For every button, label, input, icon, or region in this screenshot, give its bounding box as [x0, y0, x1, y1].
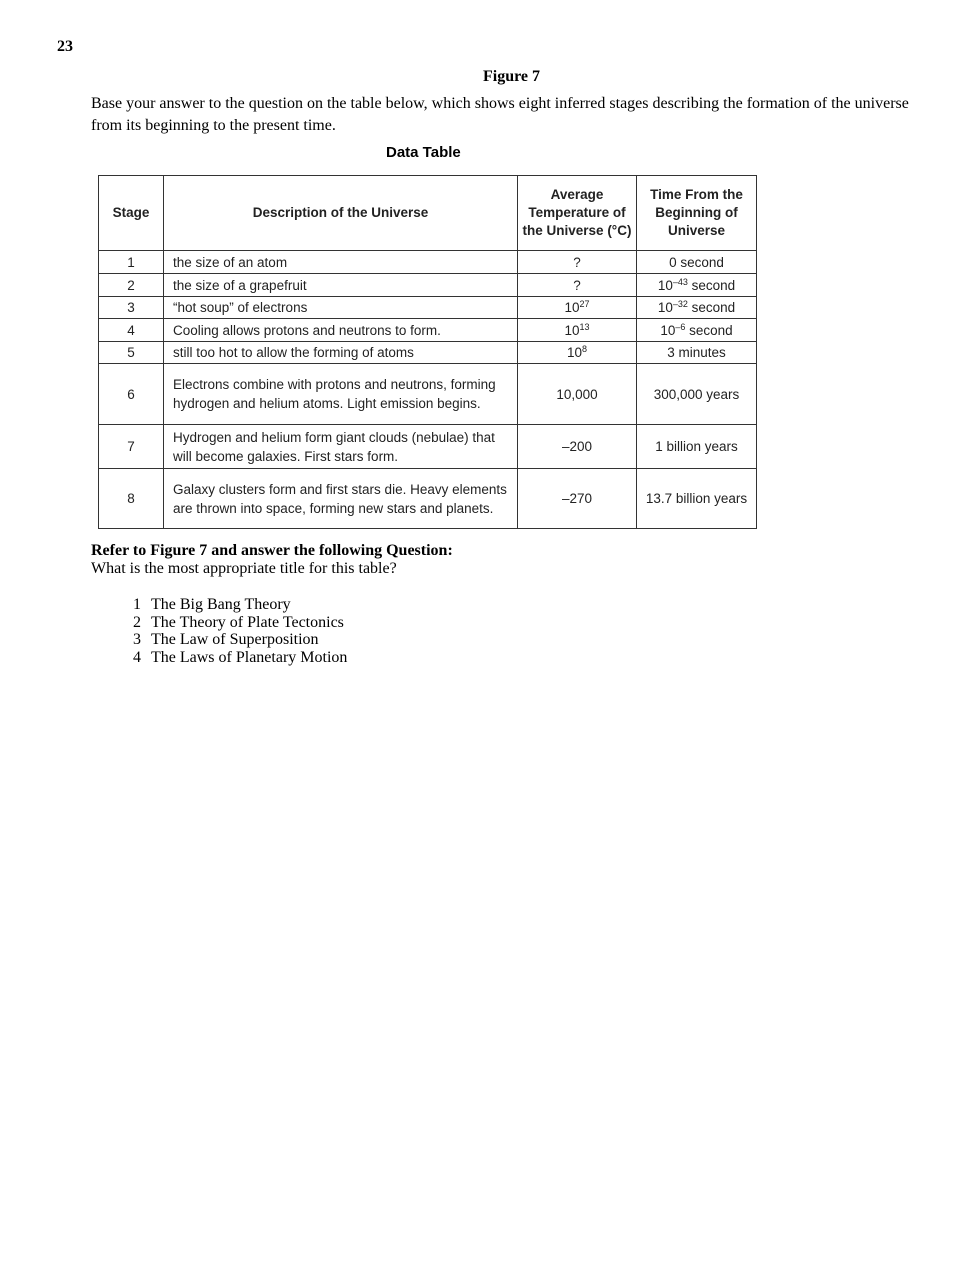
cell-stage: 4: [99, 319, 164, 342]
choice-text: The Laws of Planetary Motion: [151, 649, 348, 667]
cell-description: still too hot to allow the forming of atoms: [164, 342, 518, 364]
header-description: Description of the Universe: [164, 176, 518, 251]
choice-number: 1: [133, 596, 141, 613]
choice-number: 2: [133, 613, 141, 631]
cell-time: 300,000 years: [637, 364, 757, 425]
cell-description: the size of a grapefruit: [164, 274, 518, 297]
choice-2[interactable]: [133, 614, 347, 632]
cell-description: the size of an atom: [164, 251, 518, 274]
refer-instruction: Refer to Figure 7 and answer the following Question:: [91, 542, 453, 559]
cell-stage: 8: [99, 469, 164, 529]
cell-time: 3 minutes: [637, 342, 757, 364]
cell-time: 13.7 billion years: [637, 469, 757, 529]
cell-stage: 7: [99, 425, 164, 469]
cell-temperature: –200: [518, 425, 637, 469]
answer-choices: [133, 596, 347, 667]
cell-time: 1 billion years: [637, 425, 757, 469]
cell-temperature: 10,000: [518, 364, 637, 425]
header-temperature: Average Temperature of the Universe (°C): [518, 176, 637, 251]
table-row: [99, 364, 757, 425]
choice-3[interactable]: [133, 631, 347, 649]
choice-text: The Law of Superposition: [151, 631, 319, 649]
cell-time: $10^{-43}$ second: [637, 274, 757, 297]
cell-time: $10^{-32}$ second: [637, 297, 757, 319]
choice-text: The Theory of Plate Tectonics: [151, 613, 344, 631]
table-row: [99, 251, 757, 274]
table-title: Data Table: [386, 144, 461, 161]
figure-title: Figure 7: [483, 68, 541, 85]
cell-temperature: ?: [518, 251, 637, 274]
cell-description: Electrons combine with protons and neutrons, forming hydrogen and helium atoms. Light emission begins.: [164, 364, 518, 425]
cell-description: Hydrogen and helium form giant clouds (nebulae) that will become galaxies. First stars form.: [164, 425, 518, 469]
cell-temperature: –270: [518, 469, 637, 529]
cell-description: Galaxy clusters form and first stars die. Heavy elements are thrown into space, forming new stars and planets.: [164, 469, 518, 529]
choice-number: 3: [133, 631, 141, 649]
table-row: [99, 469, 757, 529]
choice-number: 4: [133, 649, 141, 667]
choice-text: The Big Bang Theory: [151, 596, 291, 613]
cell-temperature: $10^{13}$: [518, 319, 637, 342]
cell-time: $10^{-6}$ second: [637, 319, 757, 342]
cell-stage: 3: [99, 297, 164, 319]
table-row: [99, 274, 757, 297]
question-text: What is the most appropriate title for this table?: [91, 560, 397, 577]
intro-text: Base your answer to the question on the table below, which shows eight inferred stages describing the formation of the universe from its beginning to the present time.: [91, 95, 909, 134]
table-header-row: [99, 176, 757, 251]
cell-description: Cooling allows protons and neutrons to form.: [164, 319, 518, 342]
choice-4[interactable]: [133, 649, 347, 667]
cell-time: 0 second: [637, 251, 757, 274]
data-table: [98, 175, 757, 529]
question-number: 23: [57, 38, 73, 55]
cell-stage: 5: [99, 342, 164, 364]
header-stage: Stage: [99, 176, 164, 251]
header-time: Time From the Beginning of Universe: [637, 176, 757, 251]
cell-stage: 1: [99, 251, 164, 274]
table-row: [99, 319, 757, 342]
cell-description: “hot soup” of electrons: [164, 297, 518, 319]
table-row: [99, 297, 757, 319]
choice-1[interactable]: [133, 596, 347, 614]
table-row: [99, 425, 757, 469]
cell-temperature: $10^8$: [518, 342, 637, 364]
cell-stage: 6: [99, 364, 164, 425]
cell-stage: 2: [99, 274, 164, 297]
cell-temperature: ?: [518, 274, 637, 297]
cell-temperature: $10^{27}$: [518, 297, 637, 319]
table-row: [99, 342, 757, 364]
